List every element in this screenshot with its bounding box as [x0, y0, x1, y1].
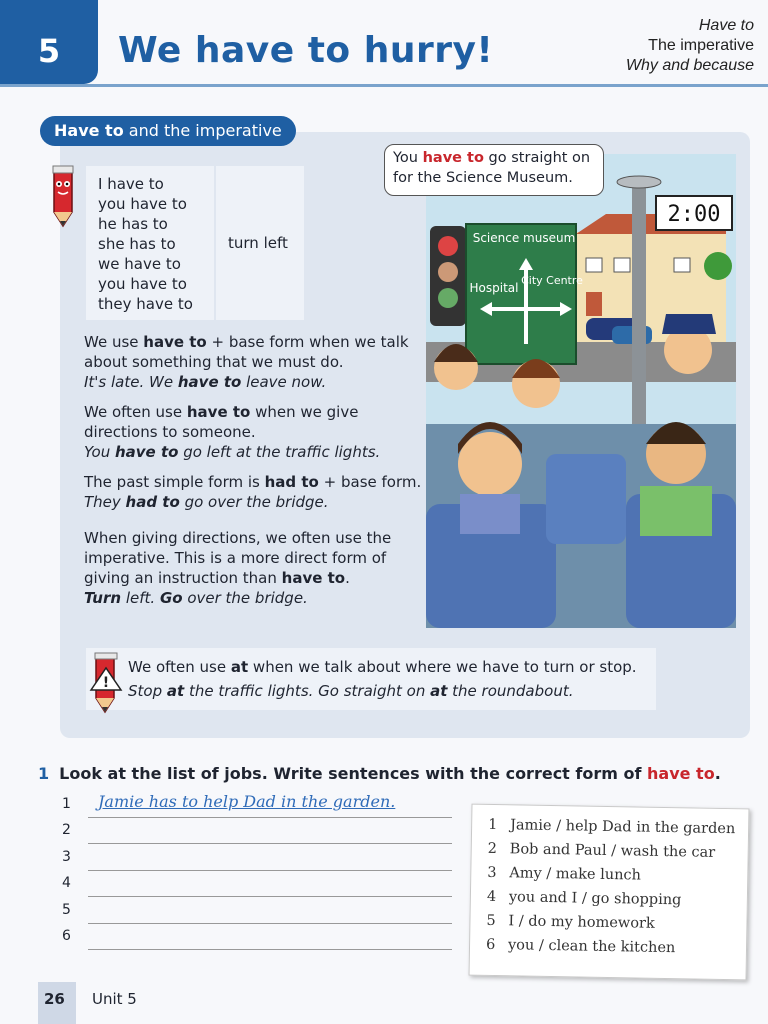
rule-text	[84, 472, 424, 492]
job-text: you / clean the kitchen	[507, 937, 676, 957]
conjugation-divider	[214, 166, 216, 320]
conjugation-list	[98, 174, 193, 314]
answer-number: 3	[62, 849, 71, 865]
rule-part: We use	[84, 333, 144, 351]
answer-number: 6	[62, 928, 71, 944]
bus-illustration	[426, 154, 736, 628]
example-part: You	[84, 443, 115, 461]
job-item	[486, 913, 655, 932]
answer-row[interactable]	[62, 902, 452, 924]
rule-part: When giving directions, we often use the imperative. This is a more direct form of giving an instruction than	[84, 529, 392, 587]
example-part: left.	[121, 589, 160, 607]
rule-keyword: have to	[281, 569, 346, 587]
job-number: 6	[485, 936, 496, 954]
job-text: I / do my homework	[508, 913, 655, 932]
tip-example	[128, 679, 637, 703]
sign-science-museum: Science museum	[472, 231, 576, 245]
rule-text	[84, 402, 424, 442]
rule-example	[84, 372, 424, 392]
job-text: Amy / make lunch	[509, 865, 642, 884]
conjugation-verb: turn left	[228, 234, 288, 252]
heading-rest: and the imperative	[123, 121, 282, 140]
pencil-mascot-icon	[48, 160, 82, 230]
answer-line	[88, 843, 452, 844]
answer-line	[88, 870, 452, 871]
job-item	[488, 817, 735, 837]
pencil-warning-icon	[88, 650, 124, 716]
bubble-part: You	[393, 150, 423, 166]
job-list-note	[469, 804, 750, 981]
tip-part: when we talk about where we have to turn or stop.	[248, 658, 637, 676]
rule-part: The past simple form is	[84, 473, 265, 491]
job-number: 5	[486, 912, 496, 930]
tip-line	[128, 655, 637, 679]
conjugation-item: she has to	[98, 235, 176, 253]
exercise-number: 1	[38, 764, 50, 783]
rule-keyword: have to	[143, 333, 207, 351]
answer-row[interactable]	[62, 792, 452, 818]
rule-example	[84, 442, 424, 462]
footer-unit-label: Unit 5	[92, 990, 137, 1008]
topic-item: Have to	[698, 17, 754, 34]
tip-text	[128, 655, 637, 703]
example-part: go left at the traffic lights.	[178, 443, 381, 461]
instruction-part: .	[714, 764, 721, 783]
page-number: 26	[44, 990, 65, 1008]
job-text: Bob and Paul / wash the car	[509, 841, 716, 861]
page-title: We have to hurry!	[118, 30, 494, 71]
answer-row[interactable]	[62, 822, 452, 844]
example-keyword: Turn	[84, 589, 122, 607]
unit-number: 5	[37, 32, 61, 70]
bubble-keyword: have to	[422, 150, 484, 166]
rule-keyword: had to	[264, 473, 319, 491]
svg-text:!: !	[102, 675, 110, 691]
example-part: leave now.	[241, 373, 327, 391]
rule-example	[84, 492, 424, 512]
job-number: 4	[486, 888, 497, 906]
tip-part: the roundabout.	[447, 682, 574, 700]
rule-part: .	[345, 569, 350, 587]
topic-item: Why and because	[625, 57, 754, 74]
example-part: They	[84, 493, 126, 511]
answer-row[interactable]	[62, 928, 452, 950]
conjugation-item: you have to	[98, 275, 187, 293]
clock-display: 2:00	[667, 202, 721, 227]
job-text: Jamie / help Dad in the garden	[510, 817, 736, 838]
rule-part: + base form.	[318, 473, 422, 491]
answer-row[interactable]	[62, 875, 452, 897]
instruction-keyword: have to	[647, 764, 715, 783]
answer-row[interactable]	[62, 849, 452, 871]
conjugation-item: you have to	[98, 195, 187, 213]
example-keyword: have to	[177, 373, 242, 391]
job-item	[487, 865, 641, 884]
job-item	[488, 841, 716, 861]
answer-number: 4	[62, 875, 71, 891]
answer-line	[88, 896, 452, 897]
example-keyword: Go	[159, 589, 183, 607]
tip-part: Stop	[128, 682, 167, 700]
rule-text	[84, 332, 424, 372]
grammar-rules	[84, 332, 424, 608]
answer-line	[88, 923, 452, 924]
rule-part: We often use	[84, 403, 187, 421]
example-part: over the bridge.	[182, 589, 308, 607]
topic-list	[626, 16, 754, 76]
grammar-panel-heading	[40, 116, 296, 146]
tip-keyword: at	[230, 658, 249, 676]
example-part: It's late. We	[84, 373, 178, 391]
answer-line	[88, 817, 452, 818]
answer-number: 5	[62, 902, 71, 918]
conjugation-item: we have to	[98, 255, 181, 273]
tip-keyword: at	[166, 682, 185, 700]
tip-part: the traffic lights. Go straight on	[184, 682, 431, 700]
job-number: 3	[487, 864, 497, 882]
example-keyword: had to	[125, 493, 180, 511]
speech-bubble	[384, 144, 604, 196]
answer-text: Jamie has to help Dad in the garden.	[98, 792, 396, 811]
bubble-part: go straight on for the Science Museum.	[393, 150, 591, 186]
exercise-instruction	[38, 764, 721, 783]
job-item	[487, 889, 682, 908]
heading-bold: Have to	[54, 121, 124, 140]
rule-part: when we give directions to someone.	[84, 403, 359, 441]
conjugation-item: he has to	[98, 215, 168, 233]
job-number: 2	[487, 840, 498, 858]
imperative-rule-text	[84, 528, 424, 588]
topic-item: The imperative	[648, 37, 754, 54]
conjugation-item: I have to	[98, 175, 164, 193]
job-item	[486, 937, 676, 956]
rule-part: + base form when we talk about something that we must do.	[84, 333, 409, 371]
sign-city-centre: City Centre	[521, 274, 583, 287]
example-part: go over the bridge.	[179, 493, 329, 511]
instruction-part: Look at the list of jobs. Write sentences with the correct form of	[59, 764, 647, 783]
answer-line	[88, 949, 452, 950]
job-text: you and I / go shopping	[508, 889, 682, 909]
imperative-example	[84, 588, 424, 608]
rule-keyword: have to	[186, 403, 251, 421]
sign-hospital: Hospital	[469, 281, 519, 295]
tip-keyword: at	[430, 682, 448, 700]
answer-number: 2	[62, 822, 71, 838]
header-rule	[0, 84, 768, 87]
answer-number: 1	[62, 796, 71, 812]
conjugation-item: they have to	[98, 295, 193, 313]
example-keyword: have to	[114, 443, 179, 461]
job-number: 1	[488, 816, 498, 834]
tip-part: We often use	[128, 658, 231, 676]
